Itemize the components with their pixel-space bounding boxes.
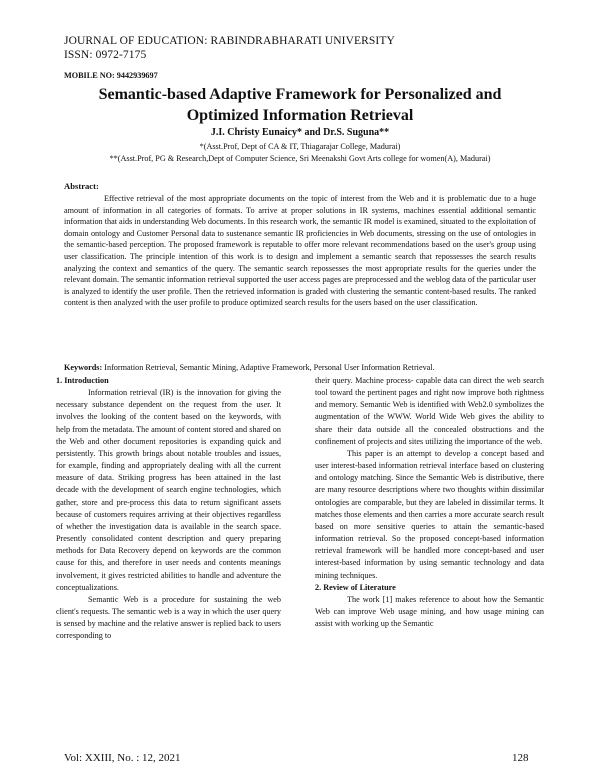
paragraph: Semantic Web is a procedure for sustaining the web client's requests. The semantic web is a way in which the user query is sensed by machine and the relative answer is replied back to users corresponding to — [56, 594, 281, 641]
title-line-1: Semantic-based Adaptive Framework for Personalized and — [98, 86, 502, 103]
paragraph: This paper is an attempt to develop a concept based and user interest-based information retrieval interface based on clustering and ontology matching. Since the Semantic Web is distributive, there are many resource descriptions where two thoughts within dissimilar ontologies are comparable, but they are labeled in dissimilar terms. It matches those elements and then carries a more accurate search result based on more sensitive queries to attain the semantic-based information retrieval. So the proposed concept-based information retrieval framework will be handled more concept-based and user interest-based information by using semantic technology and data mining techniques. — [315, 448, 544, 580]
affiliation-1: *(Asst.Prof, Dept of CA & IT, Thiagarajar College, Madurai) — [199, 142, 401, 151]
keywords — [64, 362, 544, 373]
keywords-label: Keywords: — [64, 363, 103, 372]
paragraph: their query. Machine process- capable data can direct the web search tool toward the pertinent pages and right now improve both rightness and memory. Semantic Web is identified with Web2.0 symbolizes the augmentation of the WWW. World Wide Web gives the ability to share their data outside all the concealed obstructions and the confinement of projects and sites utilizing the importance of the web. — [315, 376, 544, 446]
right-column — [315, 375, 544, 630]
affiliation-2: **(Asst.Prof, PG & Research,Dept of Computer Science, Sri Meenakshi Govt Arts college for women(A), Madurai) — [109, 154, 491, 163]
journal-issn: ISSN: 0972-7175 — [64, 49, 147, 61]
paragraph: The work [1] makes reference to about how the Semantic Web can improve Web usage mining, and how usage mining can assist with working up the Semantic — [315, 594, 544, 629]
paragraph: Information retrieval (IR) is the innovation for giving the necessary substance dependent on the request from the user. It involves the looking of the content based on the keywords, with help from the metadata. The amount of content stored and shared on the Web and other document repositories is expanding quick and persistently. This growth brings about notable troubles and issues, for example, finding and appropriately dealing with all the current measure of data. Striking progress has been attained in the last decade with the development of search engine technologies, which gather, store and pre-process this data to return significant assets because of customers requires arriving at their objectives regardless of whether the investigation data is available in the search space. Presently consolidated content description and query preparing methods for Data Recovery depend on keywords are the common cause for this, and therefore in user needs and contents meanings involvement, it gives restricted abilities to handle and adventure the conceptualizations. — [56, 388, 281, 592]
authors: J.I. Christy Eunaicy* and Dr.S. Suguna** — [210, 127, 390, 138]
page-number: 128 — [512, 752, 529, 764]
paper-title — [60, 84, 540, 126]
journal-header — [64, 34, 395, 62]
abstract-heading: Abstract: — [64, 181, 99, 191]
left-column — [56, 375, 281, 642]
journal-name: JOURNAL OF EDUCATION: RABINDRABHARATI UNIVERSITY — [64, 35, 395, 47]
section-heading-introduction: 1. Introduction — [56, 376, 109, 385]
mobile-number: MOBILE NO: 9442939697 — [64, 71, 158, 80]
abstract-text: Effective retrieval of the most appropriate documents on the topic of interest from the Web and it is problematic due to a huge amount of information in all categories of formats. To arrive at proper solutions in IR systems, machines essential additional semantic information that aids in understanding Web documents. In this research work, the semantic IR model is examined, situated to the exploitation of domain ontology and Customer Personal data to sustenance semantic IR proficiencies in Web documents, stressing on the use of ontologies in the semantic-based perception. The proposed framework is reputable to offer more relevant recommendations based on the user's group using user classification. The principle intention of this work is to design and implement a semantic search that repossesses the search results analyzing the context and semantics of the query. The semantic search repossesses the most appropriate results for the queries under the relevant domain. The semantic information retrieval supported the user access pages are preprocessed and the weblog data of the particular user is analyzed to identify the user profile. Then the retrieved information is graded with clustering the semantic content-based results. The ranked content is then analyzed with the user profile to produce optimized search results for the users based on the user classification. — [64, 194, 536, 308]
section-heading-review: 2. Review of Literature — [315, 582, 396, 592]
footer-volume: Vol: XXIII, No. : 12, 2021 — [64, 752, 181, 764]
keywords-text: Information Retrieval, Semantic Mining, Adaptive Framework, Personal User Information Retrieval. — [102, 363, 435, 372]
title-line-2: Optimized Information Retrieval — [186, 107, 414, 124]
